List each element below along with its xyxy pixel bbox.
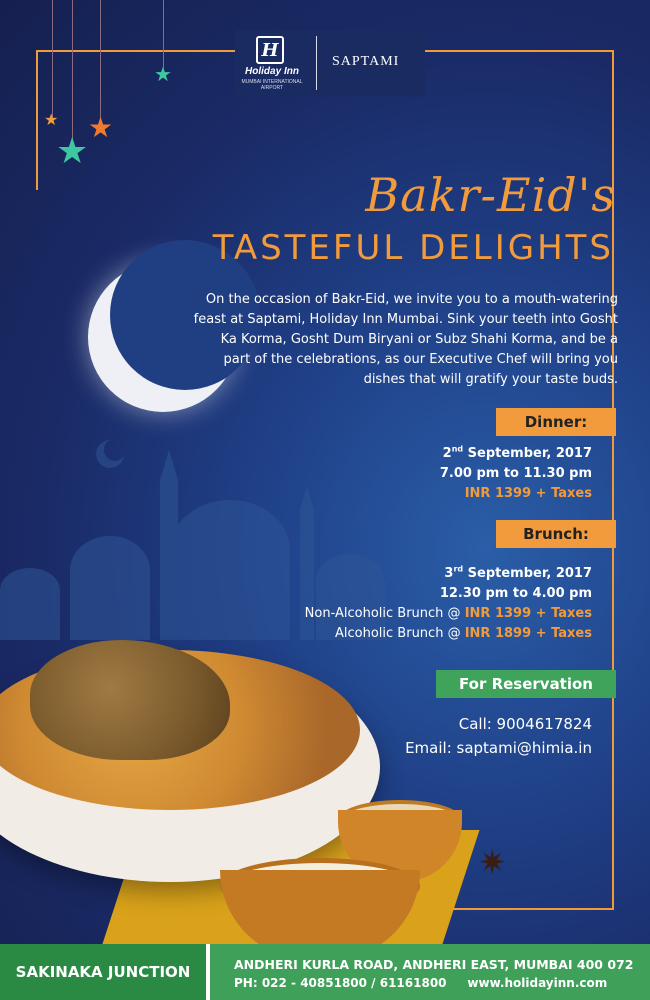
reservation-email[interactable]: Email: saptami@himia.in xyxy=(405,739,592,757)
brunch-time-text: 12.30 pm to 4.00 pm xyxy=(439,586,592,601)
brunch-alc-price: INR 1899 + Taxes xyxy=(464,626,592,641)
brunch-alc xyxy=(305,624,592,644)
dinner-price xyxy=(440,484,592,504)
dinner-day: 2 xyxy=(442,446,452,461)
title-line1: Bakr-Eid's xyxy=(365,168,616,222)
dinner-date-rest: September, 2017 xyxy=(463,446,592,461)
dinner-heading: Dinner: xyxy=(496,408,616,436)
footer-location: SAKINAKA JUNCTION xyxy=(0,944,206,1000)
star-icon: ★ xyxy=(154,62,172,86)
holiday-inn-subtitle: MUMBAI INTERNATIONAL AIRPORT xyxy=(241,79,303,91)
holiday-inn-logo-mark: H xyxy=(256,36,284,64)
title-line2: TASTEFUL DELIGHTS xyxy=(212,228,614,268)
brunch-day-suffix: rd xyxy=(453,564,464,574)
holiday-inn-name: Holiday Inn xyxy=(245,66,299,77)
reservation-heading: For Reservation xyxy=(436,670,616,698)
brunch-alc-label: Alcoholic Brunch @ xyxy=(335,626,465,641)
reservation-call[interactable]: Call: 9004617824 xyxy=(458,715,592,733)
dinner-date xyxy=(440,444,592,464)
brunch-nonalc xyxy=(305,604,592,624)
star-icon: ★ xyxy=(88,111,114,144)
brunch-nonalc-price: INR 1399 + Taxes xyxy=(464,606,592,621)
footer-divider xyxy=(206,944,210,1000)
brunch-date-rest: September, 2017 xyxy=(463,566,592,581)
hanging-string xyxy=(163,0,164,68)
brunch-time xyxy=(305,584,592,604)
hanging-string xyxy=(72,0,73,140)
reservation-contact xyxy=(405,712,592,760)
brunch-nonalc-label: Non-Alcoholic Brunch @ xyxy=(304,606,465,621)
brunch-details xyxy=(305,564,592,644)
dinner-time xyxy=(440,464,592,484)
frame-left-line xyxy=(36,50,38,190)
star-icon: ★ xyxy=(56,131,89,172)
star-anise-icon: ✷ xyxy=(478,843,507,883)
star-icon: ★ xyxy=(44,110,59,129)
dinner-time-text: 7.00 pm to 11.30 pm xyxy=(439,466,592,481)
dinner-details xyxy=(440,444,592,504)
dinner-price-text: INR 1399 + Taxes xyxy=(464,486,592,501)
logo-divider xyxy=(316,36,317,90)
hanging-string xyxy=(52,0,53,118)
hanging-string xyxy=(100,0,101,118)
brunch-date xyxy=(305,564,592,584)
intro-paragraph: On the occasion of Bakr-Eid, we invite you to a mouth-watering feast at Saptami, Holiday Inn Mumbai. Sink your teeth into Gosht Ka Korma, Gosht Dum Biryani or Subz Shahi Korma, and be a part of the celebrations, as our Executive Chef will bring you dishes that will gratify your taste buds. xyxy=(193,292,618,387)
brunch-day: 3 xyxy=(444,566,454,581)
brunch-heading: Brunch: xyxy=(496,520,616,548)
restaurant-name: SAPTAMI xyxy=(332,54,400,69)
footer-phone-web[interactable]: PH: 022 - 40851800 / 61161800 www.holidayinn.com xyxy=(234,976,608,990)
footer-address: ANDHERI KURLA ROAD, ANDHERI EAST, MUMBAI 400 072 xyxy=(234,957,634,972)
dinner-day-suffix: nd xyxy=(451,444,464,454)
